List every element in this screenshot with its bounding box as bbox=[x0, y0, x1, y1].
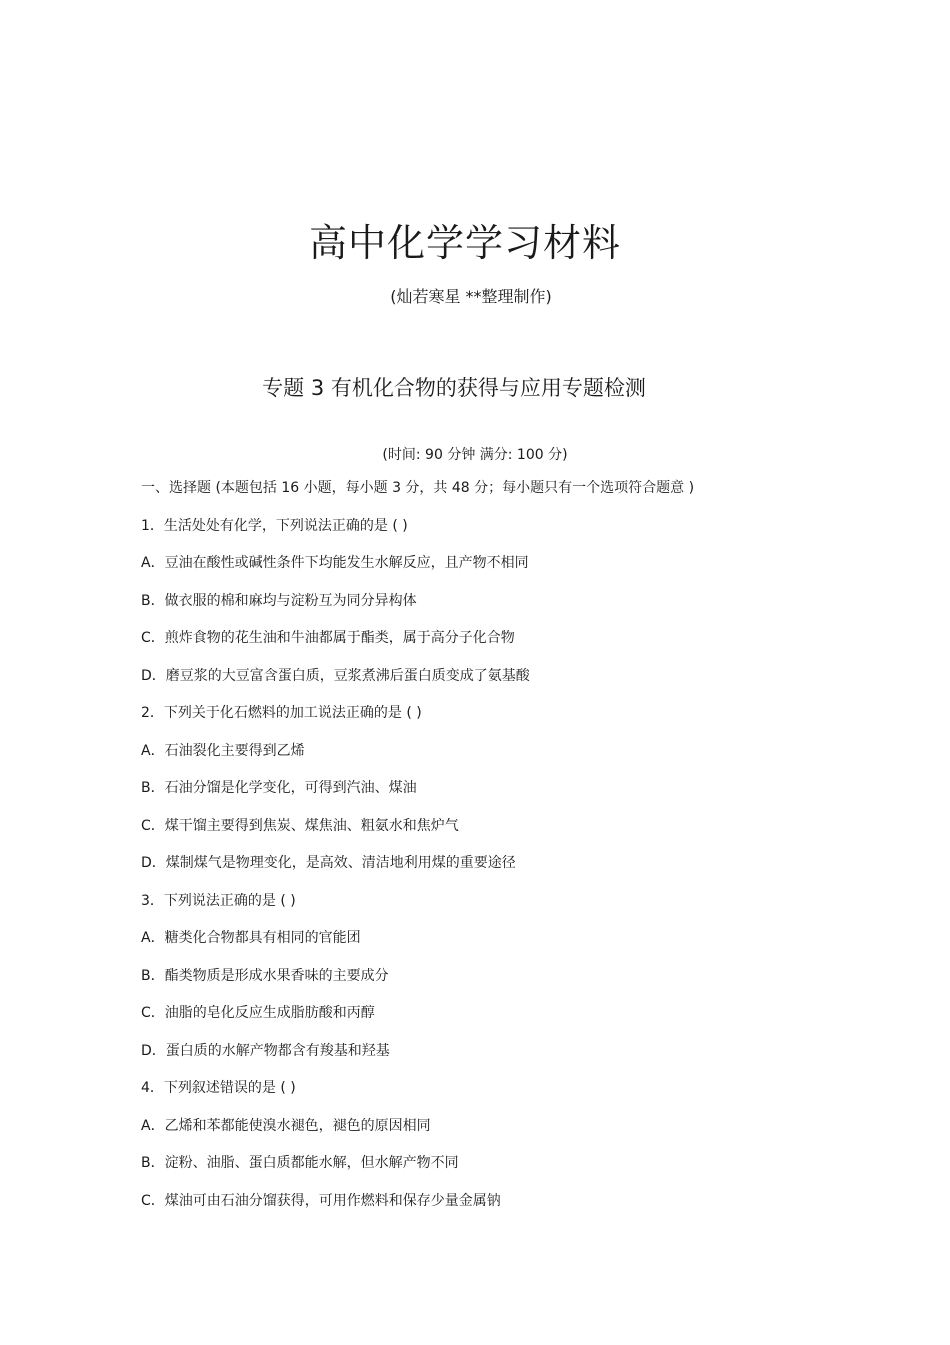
question-option: B．石油分馏是化学变化，可得到汽油、煤油 bbox=[141, 780, 417, 796]
question-option: A．石油裂化主要得到乙烯 bbox=[141, 742, 305, 759]
question-stem: 3．下列说法正确的是 ( ) bbox=[141, 892, 296, 909]
question-option: D．磨豆浆的大豆富含蛋白质，豆浆煮沸后蛋白质变成了氨基酸 bbox=[141, 667, 530, 684]
main-title: 高中化学学习材料 bbox=[308, 221, 621, 265]
question-option: D．煤制煤气是物理变化，是高效、清洁地利用煤的重要途径 bbox=[141, 855, 516, 871]
question-option: B．酯类物质是形成水果香味的主要成分 bbox=[141, 967, 389, 984]
question-stem: 1．生活处处有化学，下列说法正确的是 ( ) bbox=[141, 517, 408, 534]
question-option: C．煤油可由石油分馏获得，可用作燃料和保存少量金属钠 bbox=[141, 1192, 501, 1209]
time-and-score: (时间: 90 分钟 满分: 100 分) bbox=[382, 447, 568, 463]
section-heading: 一、选择题 (本题包括 16 小题，每小题 3 分，共 48 分；每小题只有一个选项符合题意 ) bbox=[141, 480, 695, 496]
topic-title: 专题 3 有机化合物的获得与应用专题检测 bbox=[262, 376, 646, 400]
question-option: A．糖类化合物都具有相同的官能团 bbox=[141, 930, 361, 946]
question-option: A．豆油在酸性或碱性条件下均能发生水解反应，且产物不相同 bbox=[141, 555, 529, 571]
question-option: B．做衣服的棉和麻均与淀粉互为同分异构体 bbox=[141, 592, 417, 609]
question-stem: 4．下列叙述错误的是 ( ) bbox=[141, 1080, 296, 1096]
question-option: C．煤干馏主要得到焦炭、煤焦油、粗氨水和焦炉气 bbox=[141, 817, 459, 834]
question-stem: 2．下列关于化石燃料的加工说法正确的是 ( ) bbox=[141, 705, 422, 721]
question-option: D．蛋白质的水解产物都含有羧基和羟基 bbox=[141, 1042, 390, 1059]
author-note: (灿若寒星 **整理制作) bbox=[390, 287, 552, 306]
question-option: C．油脂的皂化反应生成脂肪酸和丙醇 bbox=[141, 1005, 375, 1021]
question-body bbox=[141, 478, 841, 1228]
question-option: C．煎炸食物的花生油和牛油都属于酯类，属于高分子化合物 bbox=[141, 630, 515, 646]
question-option: B．淀粉、油脂、蛋白质都能水解，但水解产物不同 bbox=[141, 1155, 459, 1171]
question-option: A．乙烯和苯都能使溴水褪色，褪色的原因相同 bbox=[141, 1117, 431, 1134]
